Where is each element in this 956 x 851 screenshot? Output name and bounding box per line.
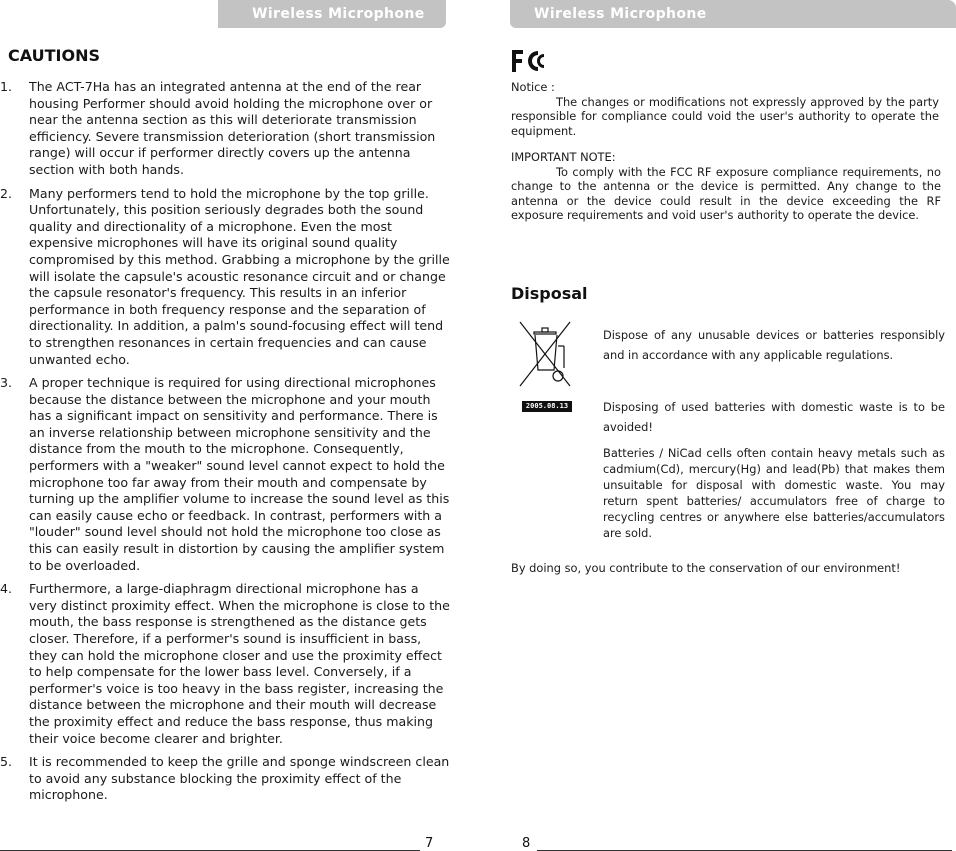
cautions-list — [0, 79, 450, 811]
list-item: 2. Many performers tend to hold the microphone by the top grille. Unfortunately, this position seriously degrades both the sound quality and directionality of a microphone. Even the most expensive microphones will have its original sound quality compromised by this method. Grabbing a microphone by the grille will isolate the capsule's acoustic resonance circuit and or change the capsule resonator's frequency. This results in an inferior performance in both frequency response and the separation of directionality. In addition, a palm's sound-focusing effect will tend to strengthen resonances in certain frequencies and can cause unwanted echo. — [0, 185, 450, 367]
weee-date-label: 2005.08.13 — [522, 401, 572, 412]
left-page — [0, 0, 450, 851]
closing-statement: By doing so, you contribute to the conservation of our environment! — [511, 561, 901, 575]
notice-text: The changes or modifications not expressly approved by the party responsible for compliance could void the user's authority to operate the equipment. — [511, 94, 939, 138]
notice-label: Notice : — [511, 80, 555, 94]
disposal-title: Disposal — [511, 284, 588, 303]
header-bar — [510, 0, 956, 28]
caution-text: Many performers tend to hold the microphone by the top grille. Unfortunately, this position seriously degrades both the sound quality and directionality of a microphone. Even the most expensive microphones will have its original sound quality compromised by this method. Grabbing a microphone by the grille will isolate the capsule's acoustic resonance circuit and or change the capsule resonator's frequency. This results in an inferior performance in both frequency response and the separation of directionality. In addition, a palm's sound-focusing effect will tend to strengthen resonances in certain frequencies and can cause unwanted echo. — [29, 185, 450, 367]
list-item: 5. It is recommended to keep the grille and sponge windscreen clean to avoid any substance blocking the proximity effect of the microphone. — [0, 754, 450, 803]
list-item: 4. Furthermore, a large-diaphragm directional microphone has a very distinct proximity effect. When the microphone is close to the mouth, the bass response is strengthened as the distance gets closer. Therefore, if a performer's sound is insufficient in bass, they can hold the microphone closer and use the proximity effect to help compensate for the lower bass level. Conversely, if a performer's voice is too heavy in the bass register, increasing the distance between the microphone and their mouth will decrease the proximity effect and reduce the bass response, thus making their voice become clearer and brighter. — [0, 581, 450, 746]
page-number: 7 — [425, 836, 434, 851]
important-label: IMPORTANT NOTE: — [511, 150, 616, 164]
fcc-logo-icon — [510, 47, 548, 75]
crossed-bin-icon — [516, 318, 576, 390]
caution-text: A proper technique is required for using directional microphones because the distance between the microphone and your mouth has a significant impact on sensitivity and performance. There is an inverse relationship between microphone sensitivity and the distance from the mouth to the microphone. Consequently, performers with a "weaker" sound level cannot expect to hold the microphone too far away from their mouth and compensate by turning up the amplifier volume to increase the sound level as this can easily cause echo or feedback. In contrast, performers with a "louder" sound level should not hold the microphone too close as this can easily result in distortion by causing the amplifier system to be overloaded. — [29, 375, 450, 573]
page-number: 8 — [522, 836, 531, 851]
important-text: To comply with the FCC RF exposure compliance requirements, no change to the antenna or the device is permitted. Any change to the antenna or the device could result in the device exceeding the RF exposure requirements and void user's authority to operate the device. — [511, 164, 941, 223]
header-title: Wireless Microphone — [534, 6, 707, 22]
disposal-paragraph-2: Disposing of used batteries with domestic waste is to be avoided! — [603, 400, 945, 434]
header-bar — [218, 0, 446, 28]
important-note-block — [511, 150, 941, 223]
caution-text: The ACT-7Ha has an integrated antenna at the end of the rear housing Performer should avoid holding the microphone over or near the antenna section as this will deteriorate transmission efficiency. Severe transmission deterioration (short transmission range) will occur if performer directly covers up the antenna section with both hands. — [29, 79, 436, 177]
caution-text: Furthermore, a large-diaphragm directional microphone has a very distinct proximity effect. When the microphone is close to the mouth, the bass response is strengthened as the distance gets closer. Therefore, if a performer's sound is insufficient in bass, they can hold the microphone closer and use the proximity effect to help compensate for the lower bass level. Conversely, if a performer's voice is too heavy in the bass register, increasing the distance between the microphone and their mouth will decrease the proximity effect and reduce the bass response, thus making their voice become clearer and brighter. — [29, 581, 450, 746]
cautions-title: CAUTIONS — [8, 46, 101, 65]
list-item: 1. The ACT-7Ha has an integrated antenna at the end of the rear housing Performer should avoid holding the microphone over or near the antenna section as this will deteriorate transmission efficiency. Severe transmission deterioration (short transmission range) will occur if performer directly covers up the antenna section with both hands. — [0, 79, 436, 177]
notice-block — [511, 80, 939, 138]
right-page — [500, 0, 956, 851]
caution-text: It is recommended to keep the grille and sponge windscreen clean to avoid any substance blocking the proximity effect of the microphone. — [29, 754, 450, 803]
disposal-paragraph-3: Batteries / NiCad cells often contain heavy metals such as cadmium(Cd), mercury(Hg) and lead(Pb) that makes them unsuitable for disposal with domestic waste. You may return spent batteries/ accumulators free of charge to recycling centres or anywhere else batteries/accumulators are sold. — [603, 446, 945, 540]
disposal-paragraph-1: Dispose of any unusable devices or batteries responsibly and in accordance with any applicable regulations. — [603, 328, 945, 362]
list-item: 3. A proper technique is required for using directional microphones because the distance between the microphone and your mouth has a significant impact on sensitivity and performance. There is an inverse relationship between microphone sensitivity and the distance from the mouth to the microphone. Consequently, performers with a "weaker" sound level cannot expect to hold the microphone too far away from their mouth and compensate by turning up the amplifier volume to increase the sound level as this can easily cause echo or feedback. In contrast, performers with a "louder" sound level should not hold the microphone too close as this can easily result in distortion by causing the amplifier system to be overloaded. — [0, 375, 450, 573]
header-title: Wireless Microphone — [252, 6, 425, 22]
